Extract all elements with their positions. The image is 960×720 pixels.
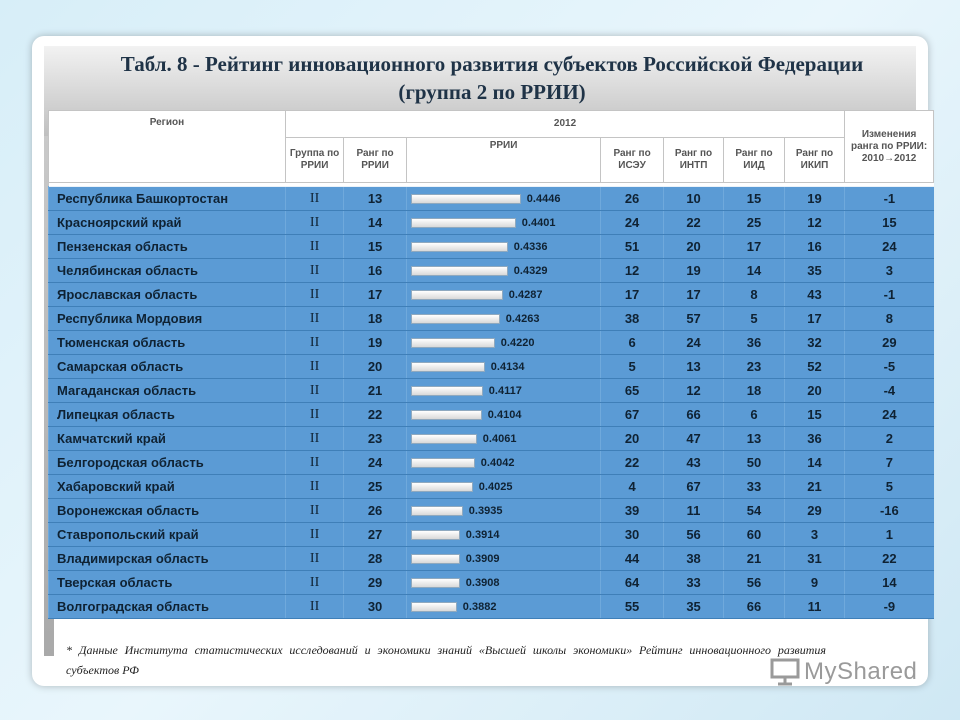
cell-rrii [406, 571, 601, 595]
cell-isey: 6 [601, 331, 663, 355]
rrii-bar [411, 602, 457, 612]
cell-isey: 38 [601, 307, 663, 331]
cell-ikip: 16 [784, 235, 844, 259]
cell-rrii [406, 235, 601, 259]
table-row [49, 403, 934, 427]
cell-ikip: 52 [784, 355, 844, 379]
header-region: Регион [49, 111, 286, 183]
cell-change: 7 [845, 451, 934, 475]
cell-iid: 6 [724, 403, 784, 427]
cell-iid: 17 [724, 235, 784, 259]
presentation-icon [770, 658, 800, 686]
cell-region: Тюменская область [49, 331, 286, 355]
rrii-bar [411, 338, 495, 348]
table-row [49, 547, 934, 571]
cell-group: II [285, 475, 343, 499]
cell-region: Владимирская область [49, 547, 286, 571]
cell-region: Республика Мордовия [49, 307, 286, 331]
table-row [49, 475, 934, 499]
cell-isey: 17 [601, 283, 663, 307]
rrii-bar [411, 410, 482, 420]
rrii-value: 0.3909 [465, 552, 500, 565]
cell-region: Пензенская область [49, 235, 286, 259]
rrii-value: 0.4287 [508, 288, 543, 301]
cell-iid: 14 [724, 259, 784, 283]
cell-rank: 25 [344, 475, 406, 499]
cell-iid: 50 [724, 451, 784, 475]
header-rrii: РРИИ [406, 138, 601, 183]
table-row [49, 235, 934, 259]
cell-group: II [285, 595, 343, 619]
cell-intp: 56 [663, 523, 723, 547]
cell-group: II [285, 403, 343, 427]
rrii-value: 0.4061 [482, 432, 517, 445]
cell-change: 1 [845, 523, 934, 547]
cell-region: Хабаровский край [49, 475, 286, 499]
rrii-value: 0.4220 [500, 336, 535, 349]
table-row [49, 355, 934, 379]
cell-group: II [285, 331, 343, 355]
cell-isey: 20 [601, 427, 663, 451]
cell-isey: 5 [601, 355, 663, 379]
rrii-bar [411, 506, 463, 516]
cell-ikip: 35 [784, 259, 844, 283]
table-row [49, 427, 934, 451]
cell-rank: 22 [344, 403, 406, 427]
cell-group: II [285, 451, 343, 475]
cell-rank: 27 [344, 523, 406, 547]
cell-rrii [406, 427, 601, 451]
cell-change: 29 [845, 331, 934, 355]
cell-ikip: 15 [784, 403, 844, 427]
cell-intp: 19 [663, 259, 723, 283]
cell-ikip: 17 [784, 307, 844, 331]
cell-isey: 12 [601, 259, 663, 283]
cell-intp: 17 [663, 283, 723, 307]
rrii-bar [411, 530, 460, 540]
cell-iid: 21 [724, 547, 784, 571]
cell-ikip: 20 [784, 379, 844, 403]
cell-iid: 66 [724, 595, 784, 619]
cell-ikip: 21 [784, 475, 844, 499]
rrii-bar [411, 242, 508, 252]
rrii-value: 0.4329 [513, 264, 548, 277]
table-body [49, 187, 934, 619]
cell-region: Самарская область [49, 355, 286, 379]
cell-ikip: 9 [784, 571, 844, 595]
cell-rank: 29 [344, 571, 406, 595]
rrii-bar [411, 314, 500, 324]
cell-iid: 18 [724, 379, 784, 403]
cell-rrii [406, 355, 601, 379]
cell-ikip: 3 [784, 523, 844, 547]
rrii-value: 0.4025 [478, 480, 513, 493]
cell-rrii [406, 379, 601, 403]
cell-ikip: 31 [784, 547, 844, 571]
cell-region: Волгоградская область [49, 595, 286, 619]
cell-iid: 54 [724, 499, 784, 523]
cell-group: II [285, 187, 343, 211]
rrii-bar [411, 362, 485, 372]
cell-change: 8 [845, 307, 934, 331]
cell-region: Челябинская область [49, 259, 286, 283]
cell-rank: 14 [344, 211, 406, 235]
cell-rrii [406, 283, 601, 307]
rrii-bar [411, 458, 475, 468]
cell-rrii [406, 499, 601, 523]
cell-iid: 36 [724, 331, 784, 355]
cell-group: II [285, 355, 343, 379]
cell-region: Тверская область [49, 571, 286, 595]
rrii-value: 0.3935 [468, 504, 503, 517]
cell-isey: 67 [601, 403, 663, 427]
cell-region: Ярославская область [49, 283, 286, 307]
cell-region: Республика Башкортостан [49, 187, 286, 211]
table-row [49, 211, 934, 235]
cell-change: -9 [845, 595, 934, 619]
cell-iid: 60 [724, 523, 784, 547]
cell-rank: 13 [344, 187, 406, 211]
cell-ikip: 19 [784, 187, 844, 211]
cell-change: -5 [845, 355, 934, 379]
cell-isey: 51 [601, 235, 663, 259]
cell-iid: 56 [724, 571, 784, 595]
table-row [49, 331, 934, 355]
cell-ikip: 43 [784, 283, 844, 307]
cell-rank: 17 [344, 283, 406, 307]
cell-rank: 15 [344, 235, 406, 259]
cell-intp: 47 [663, 427, 723, 451]
cell-region: Липецкая область [49, 403, 286, 427]
cell-ikip: 14 [784, 451, 844, 475]
cell-rrii [406, 211, 601, 235]
cell-change: 2 [845, 427, 934, 451]
header-rank: Ранг по РРИИ [344, 138, 406, 183]
header-intp: Ранг по ИНТП [663, 138, 723, 183]
cell-region: Воронежская область [49, 499, 286, 523]
rrii-bar [411, 578, 460, 588]
cell-iid: 33 [724, 475, 784, 499]
cell-iid: 25 [724, 211, 784, 235]
rrii-bar [411, 434, 477, 444]
cell-isey: 44 [601, 547, 663, 571]
cell-group: II [285, 571, 343, 595]
cell-intp: 13 [663, 355, 723, 379]
cell-intp: 10 [663, 187, 723, 211]
cell-rrii [406, 475, 601, 499]
cell-iid: 8 [724, 283, 784, 307]
cell-region: Камчатский край [49, 427, 286, 451]
cell-isey: 26 [601, 187, 663, 211]
cell-rank: 20 [344, 355, 406, 379]
cell-intp: 67 [663, 475, 723, 499]
cell-rank: 23 [344, 427, 406, 451]
rrii-value: 0.4446 [526, 192, 561, 205]
cell-intp: 20 [663, 235, 723, 259]
cell-intp: 24 [663, 331, 723, 355]
cell-change: 5 [845, 475, 934, 499]
cell-region: Магаданская область [49, 379, 286, 403]
cell-rrii [406, 259, 601, 283]
cell-change: -4 [845, 379, 934, 403]
cell-group: II [285, 499, 343, 523]
rating-table [48, 110, 934, 619]
cell-intp: 12 [663, 379, 723, 403]
cell-region: Белгородская область [49, 451, 286, 475]
header-iid: Ранг по ИИД [724, 138, 784, 183]
cell-isey: 4 [601, 475, 663, 499]
header-ikip: Ранг по ИКИП [784, 138, 844, 183]
table-row [49, 451, 934, 475]
cell-change: 24 [845, 235, 934, 259]
rrii-bar [411, 218, 516, 228]
table-row [49, 523, 934, 547]
cell-rrii [406, 403, 601, 427]
cell-isey: 55 [601, 595, 663, 619]
cell-change: -1 [845, 283, 934, 307]
rrii-bar [411, 482, 473, 492]
header-change: Изменения ранга по РРИИ: 2010→2012 [845, 111, 934, 183]
cell-ikip: 29 [784, 499, 844, 523]
cell-rank: 24 [344, 451, 406, 475]
cell-ikip: 12 [784, 211, 844, 235]
cell-change: 15 [845, 211, 934, 235]
cell-isey: 64 [601, 571, 663, 595]
rrii-value: 0.3882 [462, 600, 497, 613]
cell-intp: 22 [663, 211, 723, 235]
cell-rrii [406, 187, 601, 211]
header-group: Группа по РРИИ [285, 138, 343, 183]
rrii-value: 0.3914 [465, 528, 500, 541]
table-row [49, 595, 934, 619]
title-line-1: Табл. 8 - Рейтинг инновационного развития субъектов Российской Федерации [120, 52, 864, 76]
cell-rank: 21 [344, 379, 406, 403]
table-row [49, 379, 934, 403]
cell-change: -16 [845, 499, 934, 523]
cell-group: II [285, 211, 343, 235]
header-isey: Ранг по ИСЭУ [601, 138, 663, 183]
cell-isey: 24 [601, 211, 663, 235]
cell-isey: 65 [601, 379, 663, 403]
table-row [49, 499, 934, 523]
table-row [49, 571, 934, 595]
cell-change: 3 [845, 259, 934, 283]
rrii-bar [411, 290, 503, 300]
cell-group: II [285, 547, 343, 571]
cell-change: 14 [845, 571, 934, 595]
table-row [49, 307, 934, 331]
cell-iid: 23 [724, 355, 784, 379]
rrii-value: 0.3908 [465, 576, 500, 589]
rrii-value: 0.4336 [513, 240, 548, 253]
rrii-bar [411, 194, 521, 204]
table-row [49, 259, 934, 283]
cell-intp: 57 [663, 307, 723, 331]
cell-intp: 43 [663, 451, 723, 475]
cell-rank: 16 [344, 259, 406, 283]
cell-rrii [406, 451, 601, 475]
cell-ikip: 36 [784, 427, 844, 451]
header-year: 2012 [285, 111, 844, 138]
cell-change: -1 [845, 187, 934, 211]
rrii-value: 0.4104 [487, 408, 522, 421]
cell-intp: 11 [663, 499, 723, 523]
table-row [49, 187, 934, 211]
title-line-2: (группа 2 по РРИИ) [398, 80, 586, 104]
cell-isey: 22 [601, 451, 663, 475]
cell-intp: 38 [663, 547, 723, 571]
cell-group: II [285, 427, 343, 451]
cell-rank: 30 [344, 595, 406, 619]
rrii-bar [411, 266, 508, 276]
cell-group: II [285, 283, 343, 307]
cell-isey: 30 [601, 523, 663, 547]
rrii-bar [411, 554, 460, 564]
rrii-value: 0.4263 [505, 312, 540, 325]
watermark [770, 658, 917, 686]
rrii-value: 0.4134 [490, 360, 525, 373]
cell-rrii [406, 307, 601, 331]
cell-intp: 66 [663, 403, 723, 427]
cell-ikip: 11 [784, 595, 844, 619]
cell-rank: 26 [344, 499, 406, 523]
cell-group: II [285, 379, 343, 403]
cell-change: 24 [845, 403, 934, 427]
cell-rank: 28 [344, 547, 406, 571]
rrii-value: 0.4401 [521, 216, 556, 229]
cell-rrii [406, 595, 601, 619]
cell-group: II [285, 523, 343, 547]
cell-iid: 5 [724, 307, 784, 331]
cell-rank: 19 [344, 331, 406, 355]
rrii-value: 0.4042 [480, 456, 515, 469]
rrii-bar [411, 386, 483, 396]
cell-region: Ставропольский край [49, 523, 286, 547]
cell-group: II [285, 235, 343, 259]
cell-isey: 39 [601, 499, 663, 523]
table-row [49, 283, 934, 307]
cell-rank: 18 [344, 307, 406, 331]
cell-change: 22 [845, 547, 934, 571]
cell-ikip: 32 [784, 331, 844, 355]
cell-intp: 33 [663, 571, 723, 595]
cell-intp: 35 [663, 595, 723, 619]
rrii-value: 0.4117 [488, 384, 522, 397]
page-title [62, 50, 922, 106]
cell-group: II [285, 259, 343, 283]
cell-iid: 15 [724, 187, 784, 211]
cell-group: II [285, 307, 343, 331]
watermark-text: MyShared [804, 658, 918, 685]
cell-rrii [406, 523, 601, 547]
cell-rrii [406, 547, 601, 571]
footnote: * Данные Института статистических исследований и экономики знаний «Высшей школы экономики» Рейтинг инновационного развития субъектов РФ [66, 640, 826, 680]
cell-rrii [406, 331, 601, 355]
cell-region: Красноярский край [49, 211, 286, 235]
cell-iid: 13 [724, 427, 784, 451]
